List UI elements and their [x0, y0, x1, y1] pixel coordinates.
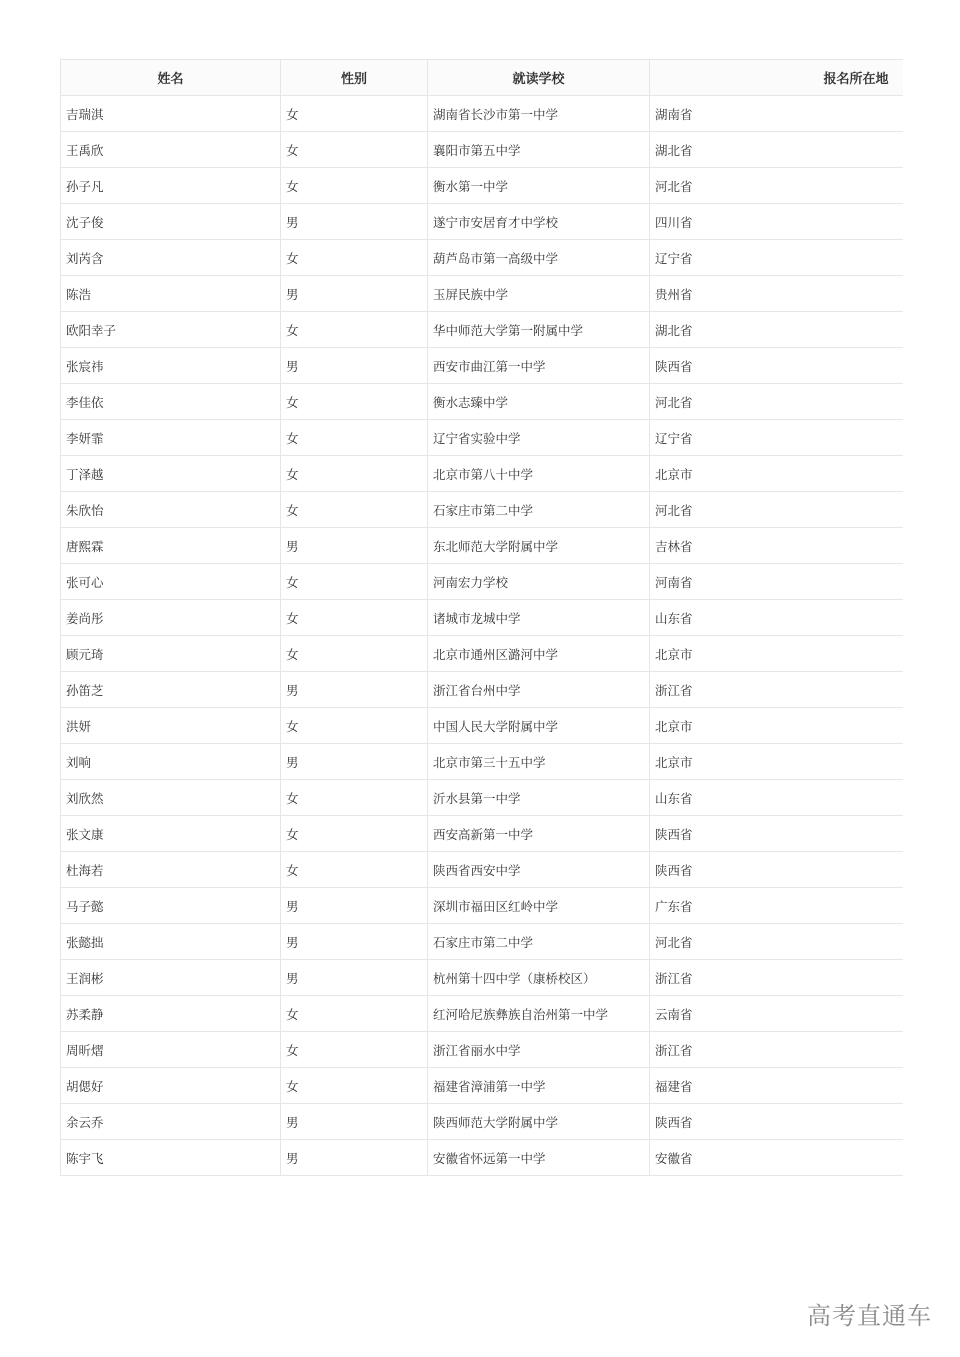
cell-school: 衡水志臻中学 — [428, 384, 650, 420]
cell-region: 湖北省 — [650, 132, 903, 168]
table-row — [61, 960, 903, 996]
cell-name: 吉瑞淇 — [61, 96, 281, 132]
cell-school: 中国人民大学附属中学 — [428, 708, 650, 744]
cell-name: 欧阳幸子 — [61, 312, 281, 348]
cell-school: 杭州第十四中学（康桥校区） — [428, 960, 650, 996]
cell-region: 北京市 — [650, 708, 903, 744]
table-row — [61, 204, 903, 240]
cell-name: 马子懿 — [61, 888, 281, 924]
cell-gender: 女 — [281, 636, 428, 672]
cell-region: 辽宁省 — [650, 240, 903, 276]
cell-region: 河北省 — [650, 384, 903, 420]
table-row — [61, 240, 903, 276]
cell-name: 孙子凡 — [61, 168, 281, 204]
cell-gender: 男 — [281, 960, 428, 996]
cell-gender: 女 — [281, 384, 428, 420]
cell-name: 孙笛芝 — [61, 672, 281, 708]
cell-name: 王禹欣 — [61, 132, 281, 168]
table-row — [61, 564, 903, 600]
table-row — [61, 708, 903, 744]
table-header — [61, 60, 903, 96]
table-row — [61, 1068, 903, 1104]
cell-name: 张可心 — [61, 564, 281, 600]
cell-school: 石家庄市第二中学 — [428, 492, 650, 528]
cell-school: 沂水县第一中学 — [428, 780, 650, 816]
cell-region: 河南省 — [650, 564, 903, 600]
cell-name: 刘芮含 — [61, 240, 281, 276]
table-row — [61, 816, 903, 852]
cell-region: 浙江省 — [650, 672, 903, 708]
cell-region: 湖北省 — [650, 312, 903, 348]
cell-name: 丁泽越 — [61, 456, 281, 492]
cell-gender: 女 — [281, 1068, 428, 1104]
cell-region: 河北省 — [650, 492, 903, 528]
cell-school: 诸城市龙城中学 — [428, 600, 650, 636]
cell-gender: 女 — [281, 996, 428, 1032]
table-body — [61, 96, 903, 1176]
column-header-name: 姓名 — [61, 60, 281, 96]
cell-name: 李妍霏 — [61, 420, 281, 456]
cell-gender: 女 — [281, 816, 428, 852]
table-row — [61, 636, 903, 672]
cell-gender: 男 — [281, 204, 428, 240]
cell-region: 河北省 — [650, 168, 903, 204]
cell-school: 安徽省怀远第一中学 — [428, 1140, 650, 1176]
table-row — [61, 672, 903, 708]
table-row — [61, 600, 903, 636]
cell-gender: 女 — [281, 420, 428, 456]
table-row — [61, 924, 903, 960]
cell-region: 陕西省 — [650, 852, 903, 888]
cell-name: 陈浩 — [61, 276, 281, 312]
cell-region: 山东省 — [650, 780, 903, 816]
cell-region: 云南省 — [650, 996, 903, 1032]
cell-region: 贵州省 — [650, 276, 903, 312]
column-header-school: 就读学校 — [428, 60, 650, 96]
column-header-gender: 性别 — [281, 60, 428, 96]
table-row — [61, 168, 903, 204]
cell-region: 陕西省 — [650, 816, 903, 852]
cell-gender: 女 — [281, 132, 428, 168]
cell-gender: 男 — [281, 744, 428, 780]
cell-school: 辽宁省实验中学 — [428, 420, 650, 456]
cell-name: 姜尚彤 — [61, 600, 281, 636]
cell-region: 陕西省 — [650, 1104, 903, 1140]
cell-region: 北京市 — [650, 744, 903, 780]
cell-gender: 女 — [281, 1032, 428, 1068]
cell-gender: 男 — [281, 888, 428, 924]
cell-school: 北京市第八十中学 — [428, 456, 650, 492]
cell-region: 浙江省 — [650, 1032, 903, 1068]
column-header-region: 报名所在地 — [650, 60, 903, 96]
cell-gender: 女 — [281, 456, 428, 492]
table-row — [61, 528, 903, 564]
cell-school: 北京市第三十五中学 — [428, 744, 650, 780]
cell-gender: 男 — [281, 1104, 428, 1140]
cell-region: 广东省 — [650, 888, 903, 924]
cell-gender: 女 — [281, 240, 428, 276]
cell-gender: 女 — [281, 312, 428, 348]
cell-gender: 女 — [281, 564, 428, 600]
cell-name: 刘欣然 — [61, 780, 281, 816]
cell-region: 山东省 — [650, 600, 903, 636]
cell-region: 四川省 — [650, 204, 903, 240]
cell-gender: 男 — [281, 1140, 428, 1176]
cell-gender: 女 — [281, 168, 428, 204]
cell-school: 襄阳市第五中学 — [428, 132, 650, 168]
cell-school: 湖南省长沙市第一中学 — [428, 96, 650, 132]
cell-gender: 女 — [281, 492, 428, 528]
table-row — [61, 96, 903, 132]
cell-school: 石家庄市第二中学 — [428, 924, 650, 960]
table-row — [61, 744, 903, 780]
cell-region: 福建省 — [650, 1068, 903, 1104]
cell-school: 东北师范大学附属中学 — [428, 528, 650, 564]
cell-school: 西安市曲江第一中学 — [428, 348, 650, 384]
cell-name: 李佳依 — [61, 384, 281, 420]
cell-school: 浙江省丽水中学 — [428, 1032, 650, 1068]
cell-school: 华中师范大学第一附属中学 — [428, 312, 650, 348]
cell-name: 苏柔静 — [61, 996, 281, 1032]
table-row — [61, 1032, 903, 1068]
cell-gender: 女 — [281, 780, 428, 816]
cell-gender: 男 — [281, 528, 428, 564]
cell-name: 余云乔 — [61, 1104, 281, 1140]
cell-name: 王润彬 — [61, 960, 281, 996]
cell-school: 浙江省台州中学 — [428, 672, 650, 708]
table-row — [61, 348, 903, 384]
table-row — [61, 276, 903, 312]
cell-school: 深圳市福田区红岭中学 — [428, 888, 650, 924]
cell-region: 浙江省 — [650, 960, 903, 996]
cell-school: 陕西省西安中学 — [428, 852, 650, 888]
cell-school: 红河哈尼族彝族自治州第一中学 — [428, 996, 650, 1032]
cell-gender: 女 — [281, 708, 428, 744]
roster-table — [60, 59, 903, 1176]
cell-school: 河南宏力学校 — [428, 564, 650, 600]
cell-school: 衡水第一中学 — [428, 168, 650, 204]
cell-name: 洪妍 — [61, 708, 281, 744]
cell-gender: 女 — [281, 96, 428, 132]
cell-name: 张文康 — [61, 816, 281, 852]
table-row — [61, 456, 903, 492]
table-row — [61, 852, 903, 888]
table-row — [61, 996, 903, 1032]
cell-region: 北京市 — [650, 456, 903, 492]
table-row — [61, 492, 903, 528]
cell-name: 周昕熠 — [61, 1032, 281, 1068]
cell-school: 福建省漳浦第一中学 — [428, 1068, 650, 1104]
cell-gender: 男 — [281, 672, 428, 708]
cell-gender: 男 — [281, 348, 428, 384]
cell-name: 胡偲好 — [61, 1068, 281, 1104]
header-row — [61, 60, 903, 96]
cell-gender: 女 — [281, 852, 428, 888]
cell-school: 遂宁市安居育才中学校 — [428, 204, 650, 240]
cell-school: 北京市通州区潞河中学 — [428, 636, 650, 672]
cell-gender: 男 — [281, 924, 428, 960]
cell-region: 河北省 — [650, 924, 903, 960]
cell-name: 沈子俊 — [61, 204, 281, 240]
cell-region: 吉林省 — [650, 528, 903, 564]
cell-region: 北京市 — [650, 636, 903, 672]
cell-school: 陕西师范大学附属中学 — [428, 1104, 650, 1140]
cell-gender: 女 — [281, 600, 428, 636]
table-row — [61, 132, 903, 168]
cell-name: 顾元琦 — [61, 636, 281, 672]
cell-name: 唐熙霖 — [61, 528, 281, 564]
cell-region: 安徽省 — [650, 1140, 903, 1176]
table-row — [61, 888, 903, 924]
cell-name: 朱欣怡 — [61, 492, 281, 528]
table-row — [61, 420, 903, 456]
cell-name: 陈宇飞 — [61, 1140, 281, 1176]
cell-name: 张懿拙 — [61, 924, 281, 960]
cell-region: 辽宁省 — [650, 420, 903, 456]
table-row — [61, 1140, 903, 1176]
cell-school: 玉屏民族中学 — [428, 276, 650, 312]
table-row — [61, 1104, 903, 1140]
cell-name: 杜海若 — [61, 852, 281, 888]
watermark-logo-text: 高考直通车 — [807, 1302, 932, 1330]
table-row — [61, 312, 903, 348]
cell-school: 葫芦岛市第一高级中学 — [428, 240, 650, 276]
cell-name: 刘响 — [61, 744, 281, 780]
table-row — [61, 780, 903, 816]
cell-gender: 男 — [281, 276, 428, 312]
cell-region: 湖南省 — [650, 96, 903, 132]
table-row — [61, 384, 903, 420]
cell-name: 张宸祎 — [61, 348, 281, 384]
cell-region: 陕西省 — [650, 348, 903, 384]
cell-school: 西安高新第一中学 — [428, 816, 650, 852]
